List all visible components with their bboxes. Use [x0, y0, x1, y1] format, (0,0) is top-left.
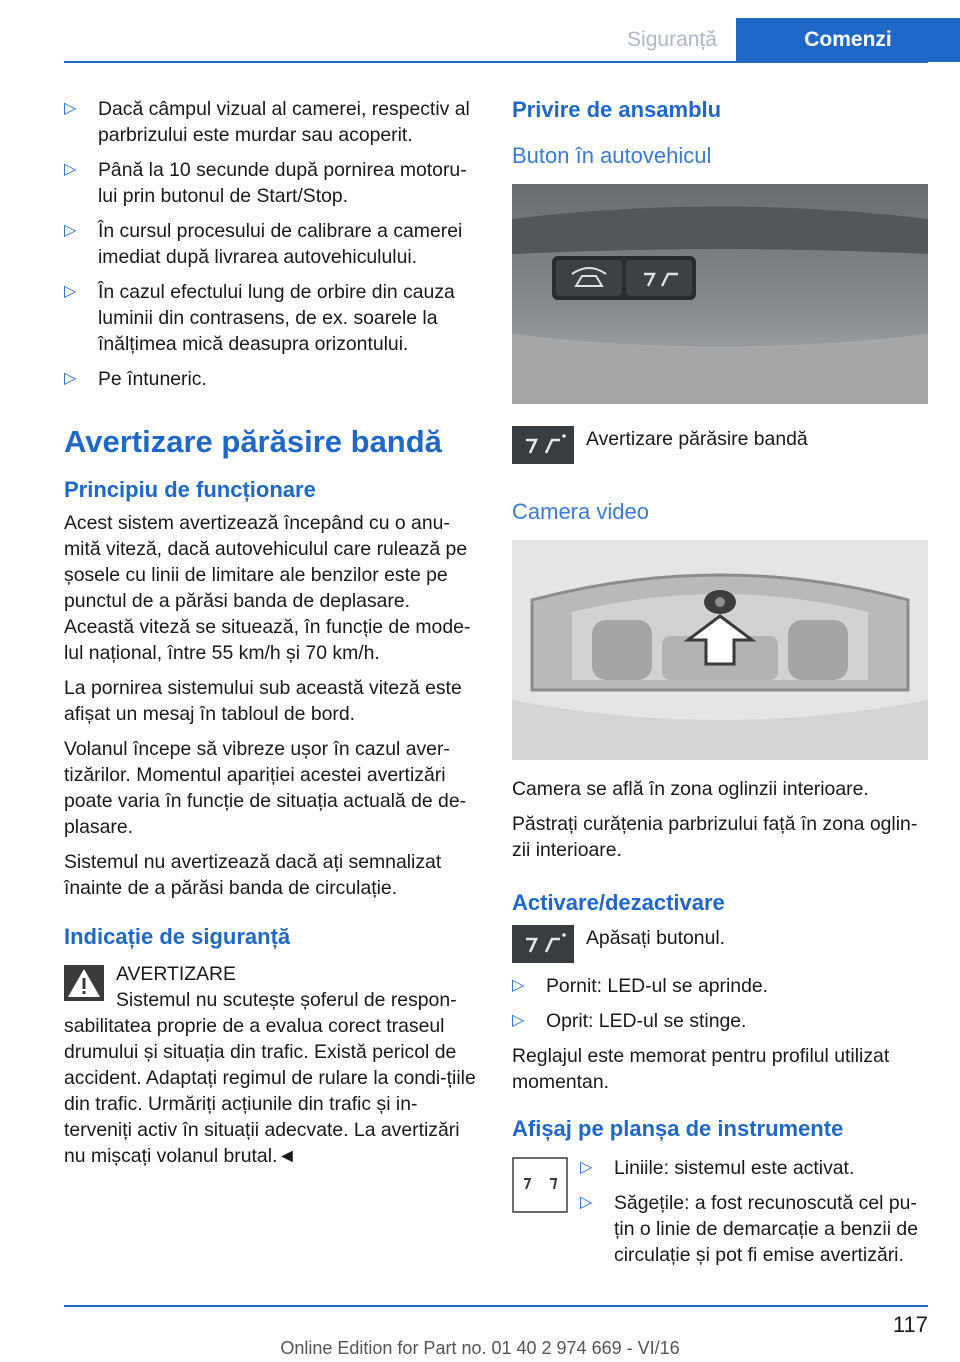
left-column: [64, 96, 478, 1178]
camera-photo-image: [512, 540, 928, 760]
header-tabs: [608, 18, 960, 62]
warning-triangle-icon: [64, 965, 104, 1001]
memo-text: Reglajul este memorat pentru profilul utilizat momentan.: [512, 1045, 890, 1093]
page-number: 117: [892, 1312, 928, 1337]
camera-text-1: Camera se află în zona oglinzii interioare.: [512, 778, 869, 800]
list-item: ▷ Săgețile: a fost recunoscută cel pu‐țin o linie de demarcație a benzii de circulație și pot fi emise avertizări.: [580, 1192, 918, 1266]
triangle-bullet-icon: ▷: [512, 977, 525, 994]
lane-display-icon: [512, 1157, 568, 1213]
right-column: [512, 96, 928, 1277]
list-item: ▷ Până la 10 secunde după pornirea motoru‐lui prin butonul de Start/Stop.: [64, 159, 467, 207]
paragraph: Sistemul nu avertizează dacă ați semnalizat înainte de a părăsi banda de circulație.: [64, 851, 442, 899]
display-list: [580, 1155, 928, 1268]
paragraph: Volanul începe să vibreze ușor în cazul aver‐tizărilor. Momentul apariției acestei avertizări poate varia în funcție de situația actuală de de‐plasare.: [64, 738, 467, 838]
list-item: ▷ Pe întuneric.: [64, 368, 207, 390]
button-photo: [512, 184, 928, 404]
triangle-bullet-icon: ▷: [580, 1194, 593, 1211]
triangle-bullet-icon: ▷: [64, 161, 77, 178]
display-title: Afișaj pe planșa de instrumente: [512, 1116, 844, 1141]
button-caption: Avertizare părăsire bandă: [586, 428, 808, 450]
camera-title: Camera video: [512, 499, 649, 524]
conditions-list: [64, 96, 478, 392]
list-item: ▷ În cazul efectului lung de orbire din cauza luminii din contrasens, de ex. soarele la înălțimea mică deasupra orizontului.: [64, 281, 455, 355]
list-item: ▷ Oprit: LED-ul se stinge.: [512, 1010, 747, 1032]
list-item: ▷ Dacă câmpul vizual al camerei, respectiv al parbrizului este murdar sau acoperit.: [64, 98, 470, 146]
principle-title: Principiu de funcționare: [64, 477, 316, 502]
list-item: ▷ În cursul procesului de calibrare a camerei imediat după livrarea autovehiculului.: [64, 220, 463, 268]
button-title: Buton în autovehicul: [512, 143, 712, 168]
section-title: Avertizare părăsire bandă: [64, 424, 442, 459]
overview-title: Privire de ansamblu: [512, 97, 722, 122]
lane-warning-button-icon: [512, 426, 574, 464]
paragraph: La pornirea sistemului sub această viteză este afișat un mesaj în tabloul de bord.: [64, 677, 462, 725]
warning-text-first: Sistemul nu scutește șoferul de respon‐: [116, 989, 457, 1011]
triangle-bullet-icon: ▷: [580, 1159, 593, 1176]
button-photo-image: [512, 184, 928, 404]
activation-row: [512, 925, 928, 963]
warning-block: [64, 961, 478, 1169]
list-item: ▷ Liniile: sistemul este activat.: [580, 1157, 855, 1179]
warning-text: sabilitatea proprie de a evalua corect traseul drumului și situația din trafic. Există pericol de accident. Adaptați regimul de rulare la condi‐țiile din trafic. Urmăriți acțiunile din trafic și in‐terveniți activ în situații adecvate. La avertizări nu mișcați volanul brutal.◄: [64, 1015, 476, 1167]
camera-text-2: Păstrați curățenia parbrizului față în zona oglin‐zii interioare.: [512, 813, 918, 861]
paragraph: Acest sistem avertizează începând cu o anu‐mită viteză, dacă autovehiculul care rulează pe șosele cu linii de limitare ale benzilor este pe punctul de a părăsi banda de deplasare. Această viteză se situează, în funcție de mode‐lul național, între 55 km/h și 70 km/h.: [64, 512, 471, 664]
warning-label: AVERTIZARE: [116, 963, 236, 985]
triangle-bullet-icon: ▷: [64, 283, 77, 300]
activation-text: Apăsați butonul.: [586, 927, 726, 949]
edition-footer: Online Edition for Part no. 01 40 2 974 669 - VI/16: [280, 1338, 680, 1358]
list-item: ▷ Pornit: LED-ul se aprinde.: [512, 975, 769, 997]
activation-list: [512, 973, 928, 1034]
camera-photo: [512, 540, 928, 760]
header-rule: [64, 61, 928, 63]
triangle-bullet-icon: ▷: [64, 370, 77, 387]
display-block: [512, 1155, 928, 1268]
activation-title: Activare/dezactivare: [512, 890, 725, 915]
button-caption-row: [512, 426, 928, 464]
triangle-bullet-icon: ▷: [64, 100, 77, 117]
footer-rule: [64, 1305, 928, 1307]
lane-warning-button-icon: [512, 925, 574, 963]
triangle-bullet-icon: ▷: [64, 222, 77, 239]
tab-comenzi[interactable]: Comenzi: [736, 18, 960, 62]
tab-siguranta[interactable]: Siguranță: [627, 28, 717, 51]
safety-title: Indicație de siguranță: [64, 924, 291, 949]
triangle-bullet-icon: ▷: [512, 1012, 525, 1029]
